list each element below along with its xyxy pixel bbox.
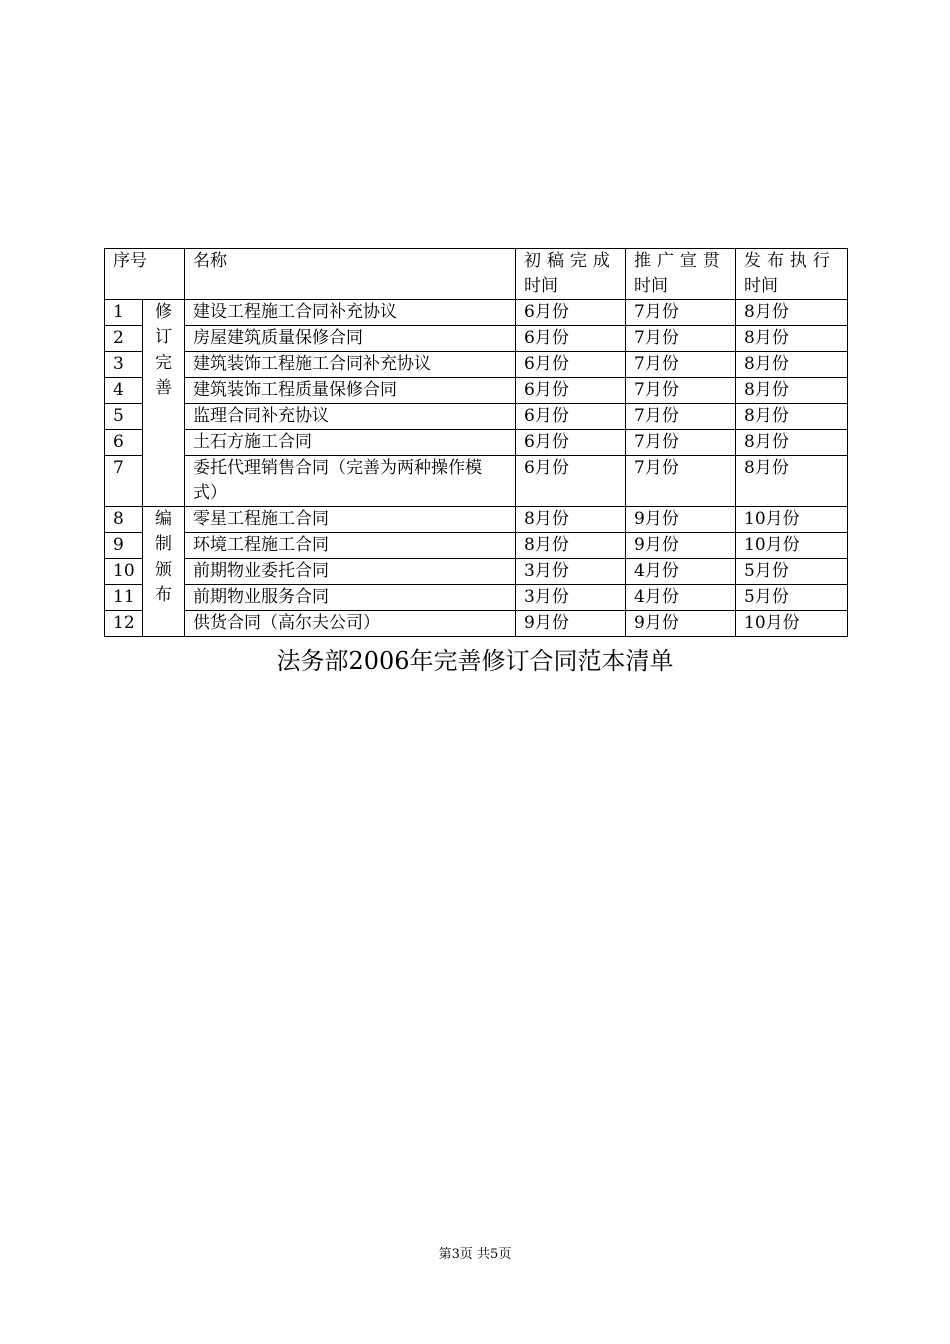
header-release-time xyxy=(736,249,848,300)
header-promo-line2: 时间 xyxy=(634,276,668,296)
row-promo: 9月份 xyxy=(626,507,736,533)
row-name: 供货合同（高尔夫公司） xyxy=(185,611,516,637)
row-no: 6 xyxy=(105,430,143,456)
row-promo: 7月份 xyxy=(626,456,736,507)
row-promo: 4月份 xyxy=(626,559,736,585)
row-name: 环境工程施工合同 xyxy=(185,533,516,559)
header-promo-line1: 推广宣贯 xyxy=(634,251,726,271)
row-promo: 7月份 xyxy=(626,300,736,326)
row-name: 土石方施工合同 xyxy=(185,430,516,456)
row-release: 8月份 xyxy=(736,352,848,378)
row-no: 12 xyxy=(105,611,143,637)
page-footer: 第3页 共5页 xyxy=(438,1247,512,1262)
row-no: 7 xyxy=(105,456,143,507)
row-no: 10 xyxy=(105,559,143,585)
row-name: 前期物业委托合同 xyxy=(185,559,516,585)
row-promo: 7月份 xyxy=(626,378,736,404)
table-row xyxy=(105,326,848,352)
row-release: 8月份 xyxy=(736,404,848,430)
table-row xyxy=(105,352,848,378)
row-no: 2 xyxy=(105,326,143,352)
header-name: 名称 xyxy=(185,249,516,300)
table-header-row xyxy=(105,249,848,300)
row-release: 10月份 xyxy=(736,611,848,637)
table-row xyxy=(105,559,848,585)
row-no: 9 xyxy=(105,533,143,559)
row-name: 建筑装饰工程施工合同补充协议 xyxy=(185,352,516,378)
row-draft: 6月份 xyxy=(516,404,626,430)
contract-template-table xyxy=(104,248,848,637)
row-draft: 6月份 xyxy=(516,300,626,326)
row-draft: 6月份 xyxy=(516,378,626,404)
row-no: 11 xyxy=(105,585,143,611)
row-name: 监理合同补充协议 xyxy=(185,404,516,430)
header-draft-line2: 时间 xyxy=(524,276,558,296)
row-promo: 7月份 xyxy=(626,352,736,378)
row-release: 5月份 xyxy=(736,559,848,585)
row-promo: 4月份 xyxy=(626,585,736,611)
row-release: 8月份 xyxy=(736,326,848,352)
row-release: 8月份 xyxy=(736,430,848,456)
row-release: 10月份 xyxy=(736,533,848,559)
header-promo-time xyxy=(626,249,736,300)
table-row xyxy=(105,507,848,533)
table-row xyxy=(105,456,848,507)
row-no: 5 xyxy=(105,404,143,430)
row-name: 委托代理销售合同（完善为两种操作模式） xyxy=(185,456,516,507)
header-seq: 序号 xyxy=(105,249,185,300)
table-row xyxy=(105,300,848,326)
row-draft: 3月份 xyxy=(516,559,626,585)
table-row xyxy=(105,404,848,430)
row-draft: 8月份 xyxy=(516,533,626,559)
row-draft: 6月份 xyxy=(516,456,626,507)
row-draft: 6月份 xyxy=(516,430,626,456)
group-compile-label: 编制颁布 xyxy=(155,509,172,605)
row-release: 10月份 xyxy=(736,507,848,533)
row-promo: 7月份 xyxy=(626,404,736,430)
group-revise xyxy=(143,300,185,507)
row-name: 建筑装饰工程质量保修合同 xyxy=(185,378,516,404)
table-row xyxy=(105,585,848,611)
table-row xyxy=(105,533,848,559)
row-no: 1 xyxy=(105,300,143,326)
row-no: 4 xyxy=(105,378,143,404)
row-promo: 9月份 xyxy=(626,611,736,637)
row-draft: 6月份 xyxy=(516,352,626,378)
row-draft: 8月份 xyxy=(516,507,626,533)
table-row xyxy=(105,611,848,637)
group-compile xyxy=(143,507,185,637)
header-draft-time xyxy=(516,249,626,300)
header-release-line1: 发布执行 xyxy=(744,251,836,271)
row-release: 5月份 xyxy=(736,585,848,611)
row-no: 3 xyxy=(105,352,143,378)
row-no: 8 xyxy=(105,507,143,533)
header-draft-line1: 初稿完成 xyxy=(524,251,616,271)
table-row xyxy=(105,378,848,404)
table-caption: 法务部2006年完善修订合同范本清单 xyxy=(276,647,674,675)
row-name: 零星工程施工合同 xyxy=(185,507,516,533)
group-revise-label: 修订完善 xyxy=(155,302,172,398)
row-promo: 7月份 xyxy=(626,430,736,456)
row-promo: 9月份 xyxy=(626,533,736,559)
row-draft: 6月份 xyxy=(516,326,626,352)
row-promo: 7月份 xyxy=(626,326,736,352)
row-release: 8月份 xyxy=(736,300,848,326)
row-name: 建设工程施工合同补充协议 xyxy=(185,300,516,326)
header-release-line2: 时间 xyxy=(744,276,778,296)
row-release: 8月份 xyxy=(736,456,848,507)
row-draft: 9月份 xyxy=(516,611,626,637)
row-name: 房屋建筑质量保修合同 xyxy=(185,326,516,352)
row-name: 前期物业服务合同 xyxy=(185,585,516,611)
row-draft: 3月份 xyxy=(516,585,626,611)
row-release: 8月份 xyxy=(736,378,848,404)
table-row xyxy=(105,430,848,456)
